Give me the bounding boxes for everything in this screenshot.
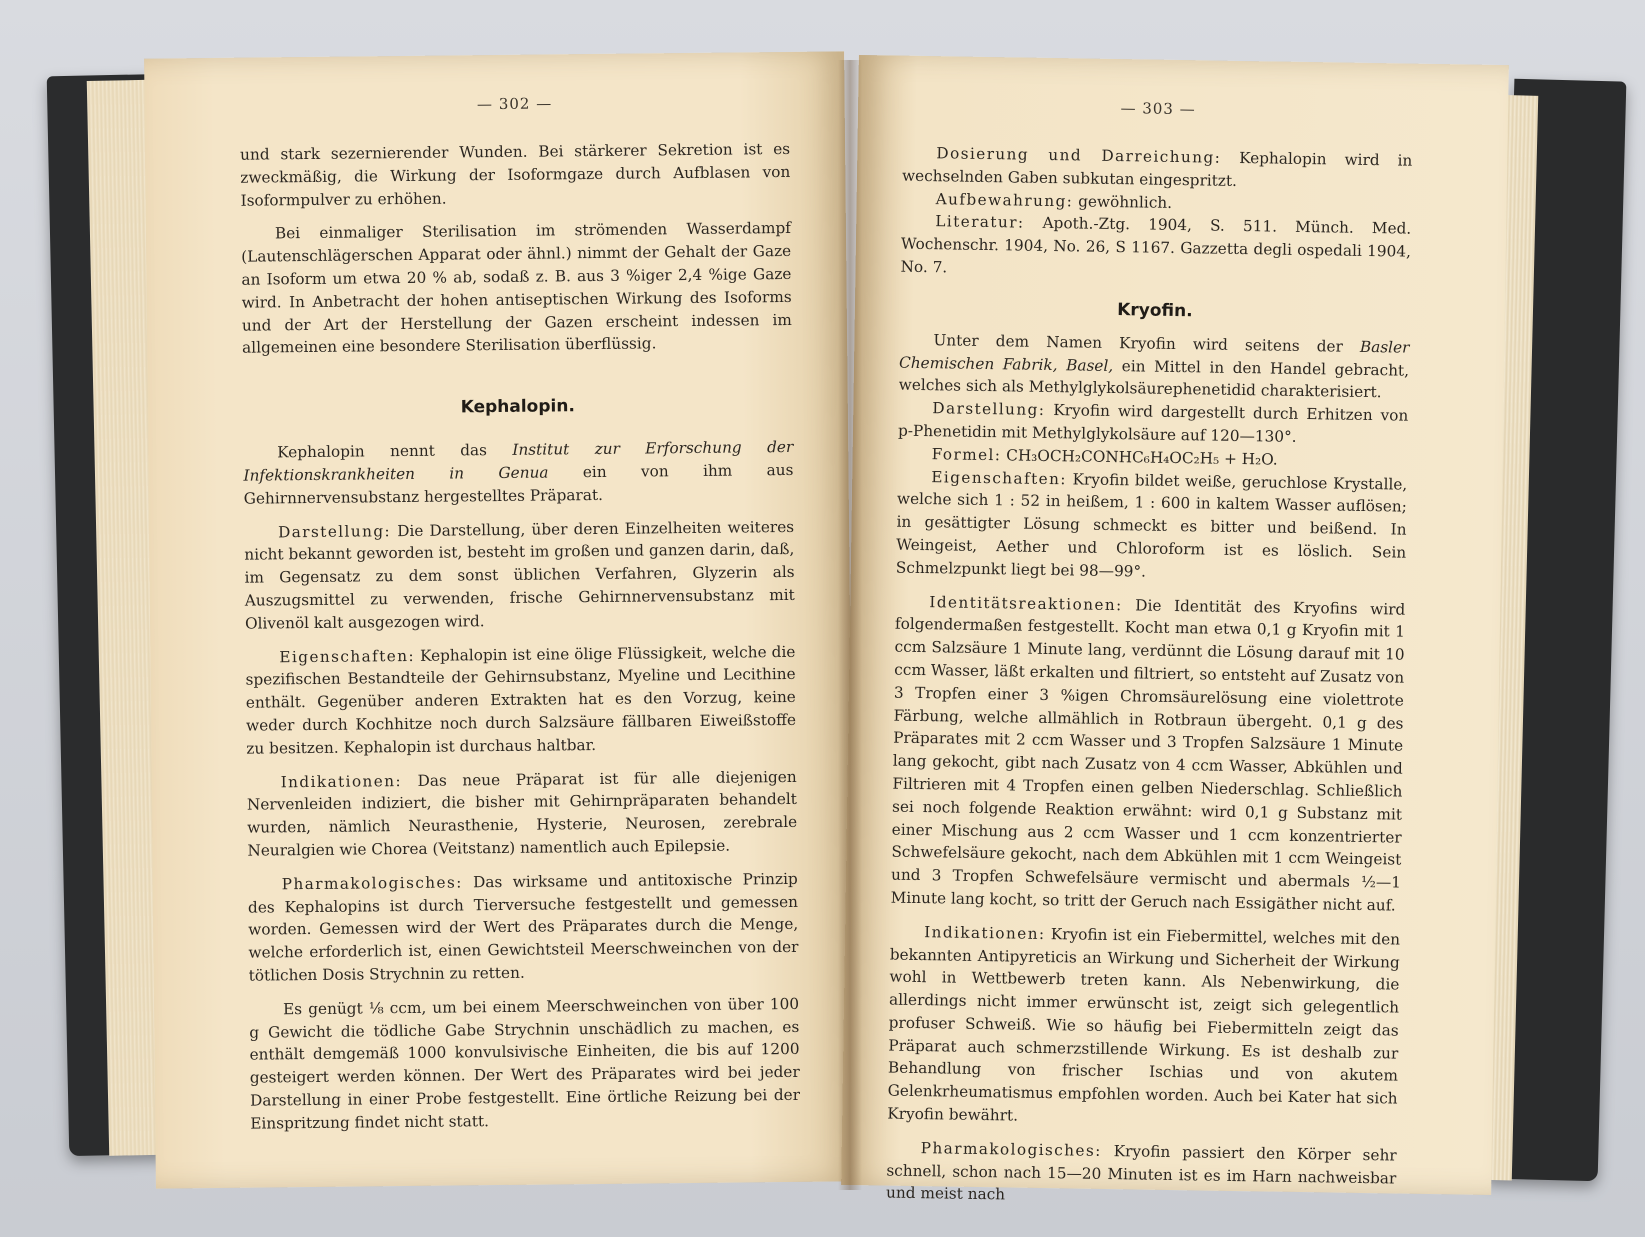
label: Eigenschaften: bbox=[931, 467, 1068, 488]
paragraph: Bei einmaliger Sterilisation im strömenden Wasserdampf (Lautenschlägerschen Apparat oder ähnl.) nimmt der Gehalt der Gaze an Isoform um etwa 20 % ab, sodaß z. B. aus 3 %iger 2,4 %ige Gaze wird. In Anbetracht der hohen antiseptischen Wirkung des Isoforms und der Art der Herstellung der Gazen erscheint indessen im allgemeinen eine besondere Sterilisation überflüssig. bbox=[241, 219, 792, 358]
label: Aufbewahrung: bbox=[935, 189, 1074, 210]
book-gutter bbox=[838, 60, 862, 1190]
paragraph: Darstellung: Kryofin wird dargestellt durch Erhitzen von p-Phenetidin mit Methylglykolsäure auf 120—130°. bbox=[897, 399, 1409, 446]
paragraph: Identitätsreaktionen: Die Identität des Kryofins wird folgendermaßen festgestellt. Kocht man etwa 0,1 g Kryofin mit 1 ccm Salzsäure 1 Minute lang, verdünnt die Lösung darauf mit 10 ccm Wasser, läßt erkalten und filtriert, so entsteht auf Zusatz von 3 Tropfen einer 3 %igen Chromsäurelösung eine violettrote Färbung, welche allmählich in Rotbraun übergeht. 0,1 g des Präparates mit 2 ccm Wasser und 3 Tropfen Salzsäure 1 Minute lang gekocht, gibt nach Zusatz von 4 ccm Wasser, Abkühlen und Filtrieren mit 4 Tropfen einen gelben Niederschlag. Schließlich sei noch folgende Reaktion erwähnt: wird 0,1 g Substanz mit einer Mischung aus 2 ccm Wasser und 1 ccm konzentrierter Schwefelsäure gekocht, nach dem Abkühlen mit 1 ccm Weingeist und 3 Tropfen Schwefelsäure vermischt und abermals ½—1 Minute lang kocht, so tritt der Geruch nach Essigäther nicht auf. bbox=[890, 592, 1406, 915]
paragraph: Indikationen: Kryofin ist ein Fiebermittel, welches mit den bekannten Antipyreticis an Wirkung und Sicherheit der Wirkung wohl in Wettbewerb treten kann. Als Nebenwirkung, die allerdings nicht immer erwünscht ist, zeigt sich gelegentlich profuser Schweiß. Wie so häufig bei Fiebermitteln zeigt das Präparat auch schmerzstillende Wirkung. Es ist deshalb zur Behandlung von frischer Ischias und von akutem Gelenkrheumatismus empfohlen worden. Auch bei Kater hat sich Kryofin bewährt. bbox=[887, 922, 1401, 1125]
paragraph: Dosierung und Darreichung: Kephalopin wird in wechselnden Gaben subkutan eingespritzt. bbox=[901, 144, 1413, 190]
paragraph: Eigenschaften: Kephalopin ist eine ölige Flüssigkeit, welche die spezifischen Bestandteile der Gehirnsubstanz, Myeline und Lecithine enthält. Gegenüber anderen Extrakten hat es den Vorzug, keine weder durch Kochhitze noch durch Salzsäure fällbaren Eiweißstoffe zu besitzen. Kephalopin ist durchaus haltbar. bbox=[245, 642, 797, 758]
label: Pharmakologisches: bbox=[281, 873, 463, 894]
label: Indikationen: bbox=[924, 922, 1046, 943]
paragraph: Pharmakologisches: Kryofin passiert den Körper sehr schnell, schon nach 15—20 Minuten ist es im Harn nachweisbar und meist nach bbox=[885, 1138, 1397, 1204]
company-name: Basler Chemischen Fabrik, Basel, bbox=[898, 337, 1410, 375]
paragraph: und stark sezernierender Wunden. Bei stärkerer Sekretion ist es zweckmäßig, die Wirkung der Isoformgaze durch Aufblasen von Isoformpulver zu erhöhen. bbox=[240, 139, 791, 210]
paragraph: Pharmakologisches: Das wirksame und antitoxische Prinzip des Kephalopins ist durch Tierversuche festgestellt und gemessen worden. Gemessen wird der Wert des Präparates durch die Menge, welche erforderlich ist, einen Gewichtsteil Meerschweinchen von der tötlichen Dosis Strychnin zu retten. bbox=[247, 869, 799, 985]
label: Dosierung und Darreichung: bbox=[936, 144, 1222, 167]
paragraph: Eigenschaften: Kryofin bildet weiße, geruchlose Krystalle, welche sich 1 : 52 in heißem, 1 : 600 in kaltem Wasser auflösen; in gesättigter Lösung schmeckt es bitter und beißend. In Weingeist, Aether und Chloroform ist es löslich. Sein Schmelzpunkt liegt bei 98—99°. bbox=[895, 467, 1408, 581]
section-heading: Kephalopin. bbox=[460, 396, 575, 418]
label: Formel: bbox=[931, 444, 1002, 465]
label: Identitätsreaktionen: bbox=[929, 592, 1123, 614]
page-number: — 303 — bbox=[1120, 99, 1196, 119]
institute-name: Institut zur Erforschung der Infektionskrankheiten in Genua bbox=[243, 438, 794, 485]
chemical-formula: CH₃OCH₂CONHC₆H₄OC₂H₅ + H₂O. bbox=[1001, 446, 1278, 469]
paragraph: Indikationen: Das neue Präparat ist für alle diejenigen Nervenleiden indiziert, die bisher mit Gehirnpräparaten behandelt wurden, nämlich Neurasthenie, Hysterie, Neurosen, zerebrale Neuralgien wie Chorea (Veitstanz) namentlich auch Epilepsie. bbox=[246, 767, 798, 860]
paragraph: Aufbewahrung: gewöhnlich. bbox=[935, 189, 1173, 212]
paragraph: Unter dem Namen Kryofin wird seitens der Basler Chemischen Fabrik, Basel, ein Mittel in den Handel gebracht, welches sich als Methylglykolsäurephenetidid charakterisiert. bbox=[898, 330, 1410, 402]
label: Literatur: bbox=[935, 212, 1025, 232]
label: Darstellung: bbox=[277, 521, 392, 541]
label: Darstellung: bbox=[932, 399, 1046, 420]
label: Indikationen: bbox=[280, 771, 403, 791]
label: Pharmakologisches: bbox=[920, 1138, 1102, 1160]
paragraph: Literatur: Apoth.-Ztg. 1904, S. 511. Münch. Med. Wochenschr. 1904, No. 26, S 1167. Gazzetta degli ospedali 1904, No. 7. bbox=[900, 212, 1412, 277]
paragraph: Darstellung: Die Darstellung, über deren Einzelheiten weiteres nicht bekannt geworden ist, besteht im großen und ganzen darin, daß, im Gegensatz zu dem sonst üblichen Verfahren, Glyzerin als Auszugsmittel zu verwenden, frische Gehirnnervensubstanz mit Olivenöl kalt ausgezogen wird. bbox=[244, 517, 795, 633]
section-heading: Kryofin. bbox=[1117, 299, 1193, 322]
left-page bbox=[144, 51, 856, 1188]
page-number: — 302 — bbox=[476, 94, 553, 114]
label: Eigenschaften: bbox=[279, 646, 416, 666]
paragraph: Es genügt ⅛ ccm, um bei einem Meerschweinchen von über 100 g Gewicht die tödliche Gabe Strychnin unschädlich zu machen, es enthält demgemäß 1000 konvulsivische Einheiten, die bis auf 1200 gesteigert werden können. Der Wert des Präparates wird bei jeder Darstellung in einer Probe festgestellt. Eine örtliche Reizung bei der Einspritzung findet nicht statt. bbox=[249, 994, 801, 1133]
right-page bbox=[841, 55, 1509, 1204]
paragraph: Kephalopin nennt das Institut zur Erforschung der Infektionskrankheiten in Genua ein von ihm aus Gehirnnervensubstanz hergestelltes Präparat. bbox=[243, 438, 794, 508]
